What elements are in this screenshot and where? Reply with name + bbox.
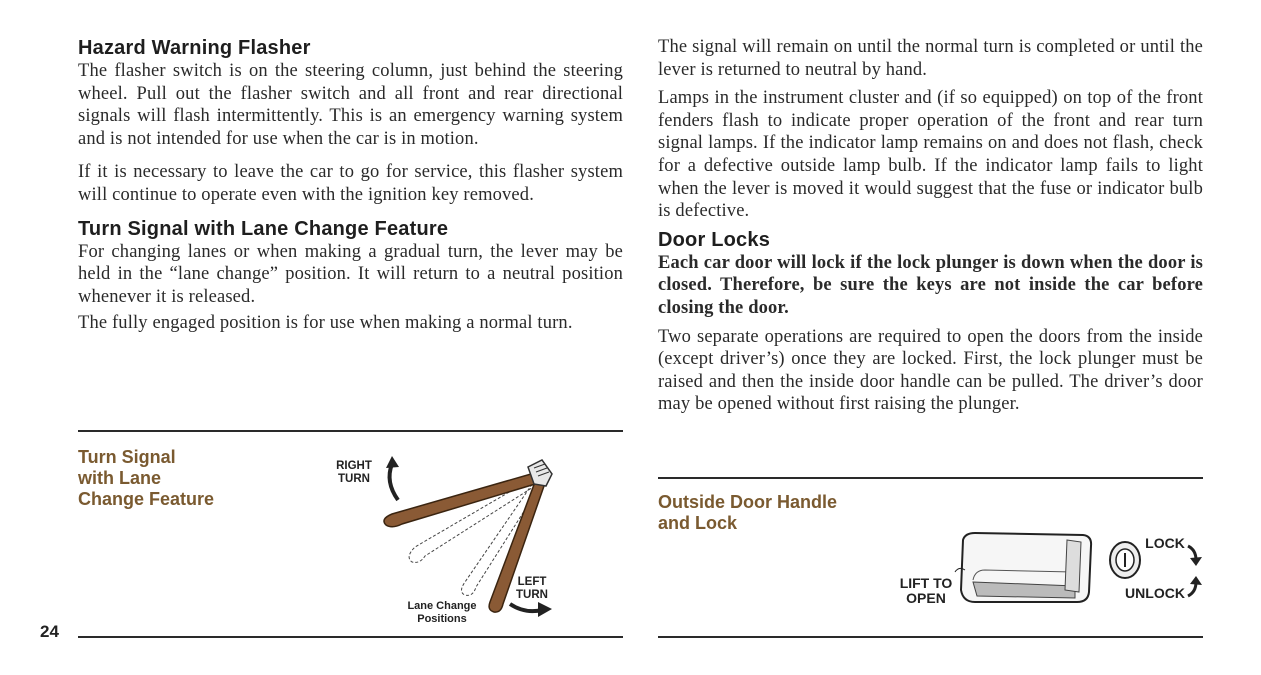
door-locks-paragraph-2: Two separate operations are required to open the doors from the inside (except driver’s) once they are locked. First, the lock plunger must be raised and then the inside door handle can be pulled. The driver’s door may be opened without first raising the plunger. [658,326,1203,415]
hazard-heading: Hazard Warning Flasher [78,37,311,59]
turn-signal-heading: Turn Signal with Lane Change Feature [78,217,449,240]
signal-paragraph-2: Lamps in the instrument cluster and (if so equipped) on top of the front fenders flash to indicate proper operation of the front and rear turn signal lamps. If the indicator lamp remains on and does not flash, check for a defective outside lamp bulb. If the indicator lamp fails to light when the lever is moved it would suggest that the fuse or indicator bulb is defective. [658,88,1203,222]
right-turn-arrow-icon [390,464,398,500]
door-locks-heading: Door Locks [658,228,771,251]
lock-arrow-icon [1186,544,1206,566]
lock-label: LOCK [1145,535,1185,551]
door-handle-figure-title: Outside Door Handle and Lock [658,492,838,533]
signal-paragraph-1: The signal will remain on until the normal turn is completed or until the lever is returned to neutral by hand. [658,37,1203,80]
lock-cylinder-icon [1108,540,1142,580]
left-column [78,36,623,335]
right-turn-label: RIGHT TURN [336,460,372,485]
hazard-paragraph-1: The flasher switch is on the steering column, just behind the steering wheel. Pull out the flasher switch and all front and rear directional signals will flash intermittently. This is an emergency warning system and is not intended for use when the car is in motion. [78,61,623,149]
lane-change-positions-label: Lane Change Positions [407,600,477,625]
turn-signal-paragraph-1: For changing lanes or when making a gradual turn, the lever may be held in the “lane change” position. It will return to a neutral position whenever it is released. [78,241,623,307]
left-bottom-rule [78,636,623,638]
left-turn-arrow-icon [510,604,542,611]
right-column [658,36,1203,416]
unlock-arrow-icon [1186,576,1206,598]
right-figure-top-rule [658,477,1203,479]
door-handle-illustration [955,530,1095,610]
unlock-label: UNLOCK [1125,585,1185,601]
left-turn-label: LEFT TURN [516,576,548,601]
left-figure-top-rule [78,430,623,432]
turn-signal-paragraph-2: The fully engaged position is for use when making a normal turn. [78,313,573,334]
hazard-paragraph-2: If it is necessary to leave the car to go for service, this flasher system will continue to operate even with the ignition key removed. [78,162,623,205]
right-bottom-rule [658,636,1203,638]
lift-to-open-label: LIFT TO OPEN [899,575,953,606]
door-locks-warning: Each car door will lock if the lock plunger is down when the door is closed. Therefore, be sure the keys are not inside the car before closing the door. [658,252,1203,318]
page-number: 24 [40,622,59,641]
turn-signal-figure-title: Turn Signal with Lane Change Feature [78,447,215,509]
